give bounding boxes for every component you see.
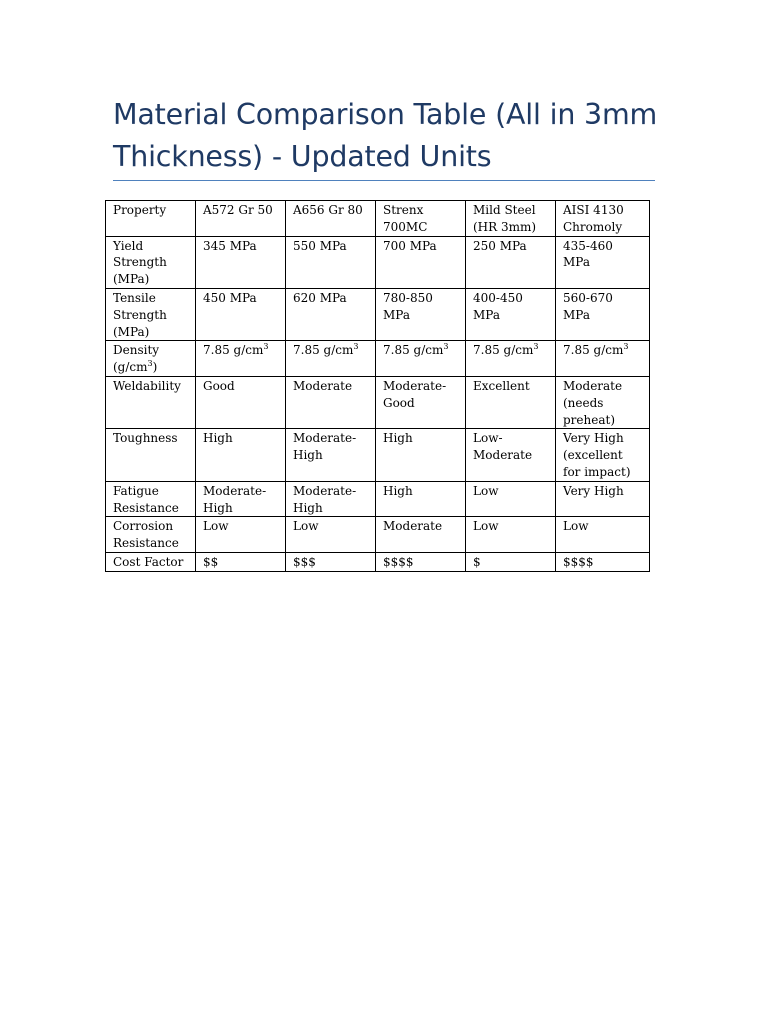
table-cell: Moderate-High (196, 481, 286, 517)
table-row (106, 552, 650, 571)
table-cell: 450 MPa (196, 288, 286, 340)
table-cell: 435-460 MPa (556, 236, 650, 288)
table-cell: Moderate (needs preheat) (556, 376, 650, 428)
table-cell: Low (556, 517, 650, 553)
property-label-cell: Fatigue Resistance (106, 481, 196, 517)
table-cell: $$$ (286, 552, 376, 571)
table-cell: 250 MPa (466, 236, 556, 288)
table-cell: Low (196, 517, 286, 553)
table-cell: 550 MPa (286, 236, 376, 288)
table-cell: Low (286, 517, 376, 553)
table-row (106, 288, 650, 340)
table-cell: $$$$ (376, 552, 466, 571)
table-cell: 7.85 $g/cm^3$ (286, 341, 376, 377)
property-label-cell: Tensile Strength (MPa) (106, 288, 196, 340)
title-underline-rule (113, 180, 655, 181)
property-label-cell: Density $(g/cm^3)$ (106, 341, 196, 377)
table-cell: High (196, 429, 286, 481)
table-cell: Moderate-Good (376, 376, 466, 428)
table-cell: 7.85 $g/cm^3$ (466, 341, 556, 377)
table-cell: 780-850 MPa (376, 288, 466, 340)
header-cell-property: Property (106, 201, 196, 237)
table-cell: Moderate (286, 376, 376, 428)
property-label-cell: Corrosion Resistance (106, 517, 196, 553)
table-cell: $$$$ (556, 552, 650, 571)
table-cell: 7.85 $g/cm^3$ (376, 341, 466, 377)
table-cell: 7.85 $g/cm^3$ (196, 341, 286, 377)
table-cell: Low (466, 481, 556, 517)
property-label-cell: Weldability (106, 376, 196, 428)
superscript: 3 (263, 342, 269, 352)
header-cell-mild-steel: Mild Steel (HR 3mm) (466, 201, 556, 237)
header-cell-strenx: Strenx 700MC (376, 201, 466, 237)
table-cell: 7.85 $g/cm^3$ (556, 341, 650, 377)
property-label-cell: Yield Strength (MPa) (106, 236, 196, 288)
table-cell: Moderate-High (286, 481, 376, 517)
table-cell: Low (466, 517, 556, 553)
table-cell: Good (196, 376, 286, 428)
table-cell: 620 MPa (286, 288, 376, 340)
table-cell: Moderate-High (286, 429, 376, 481)
superscript: 3 (623, 342, 629, 352)
superscript: 3 (533, 342, 539, 352)
table-cell: High (376, 481, 466, 517)
table-cell: 560-670 MPa (556, 288, 650, 340)
table-row (106, 341, 650, 377)
table-cell: 400-450 MPa (466, 288, 556, 340)
table-cell: $$ (196, 552, 286, 571)
property-label-cell: Cost Factor (106, 552, 196, 571)
document-title: Material Comparison Table (All in 3mm Thickness) - Updated Units (113, 98, 658, 173)
table-cell: 345 MPa (196, 236, 286, 288)
table-row (106, 481, 650, 517)
property-label-cell: Toughness (106, 429, 196, 481)
table-cell: Very High (excellent for impact) (556, 429, 650, 481)
table-row (106, 429, 650, 481)
header-cell-a656: A656 Gr 80 (286, 201, 376, 237)
header-cell-aisi-4130: AISI 4130 Chromoly (556, 201, 650, 237)
header-cell-a572: A572 Gr 50 (196, 201, 286, 237)
table-cell: Excellent (466, 376, 556, 428)
table-row (106, 236, 650, 288)
superscript: 3 (443, 342, 449, 352)
table-cell: 700 MPa (376, 236, 466, 288)
table-row (106, 376, 650, 428)
table-cell: Low-Moderate (466, 429, 556, 481)
table-cell: Very High (556, 481, 650, 517)
table-cell: Moderate (376, 517, 466, 553)
table-row (106, 517, 650, 553)
superscript: 3 (353, 342, 359, 352)
table-cell: $ (466, 552, 556, 571)
material-comparison-table (105, 200, 650, 572)
table-cell: High (376, 429, 466, 481)
table-header-row (106, 201, 650, 237)
superscript: 3 (147, 359, 153, 369)
